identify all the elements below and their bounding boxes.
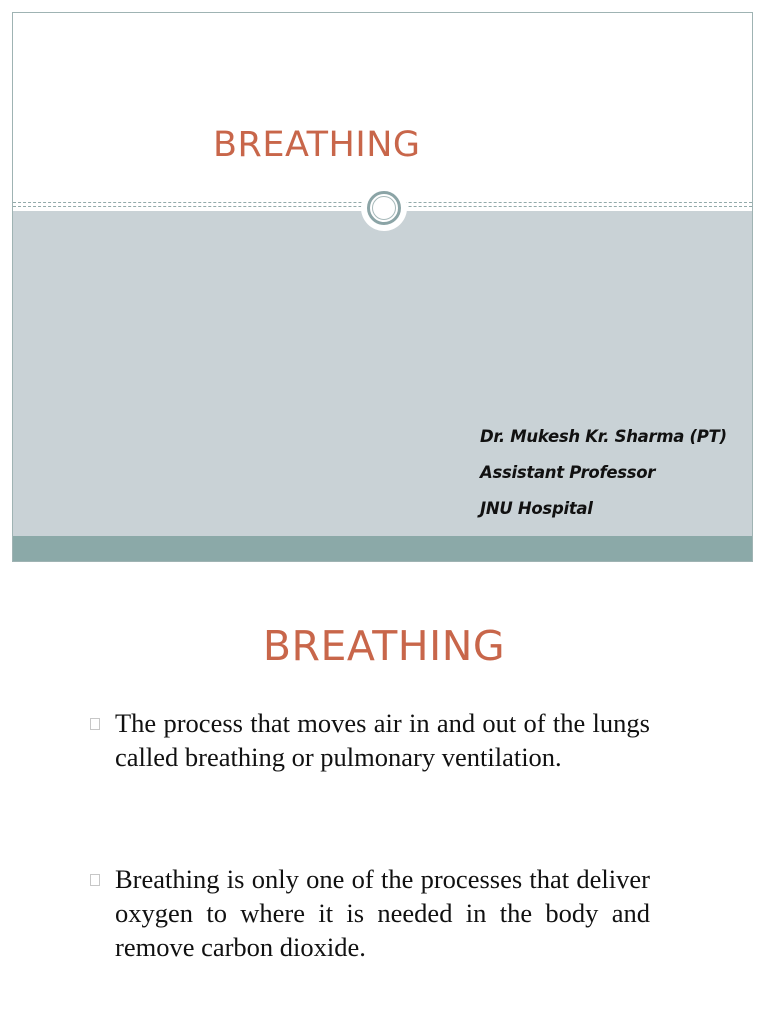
- bullet-item: [90, 706, 650, 774]
- author-name: Dr. Mukesh Kr. Sharma (PT): [480, 427, 727, 446]
- content-slide-heading: BREATHING: [262, 622, 506, 670]
- author-affiliation: JNU Hospital: [480, 499, 593, 518]
- title-slide-heading: BREATHING: [213, 125, 421, 165]
- title-slide-footer-band: [13, 536, 752, 562]
- square-bullet-icon: [90, 874, 100, 886]
- square-bullet-icon: [90, 718, 100, 730]
- bullet-text: Breathing is only one of the processes that deliver oxygen to where it is needed in the body and remove carbon dioxide.: [115, 864, 650, 962]
- title-slide-header-area: [13, 13, 752, 209]
- circle-ornament-icon: [361, 185, 407, 231]
- title-slide: [12, 12, 753, 562]
- author-position: Assistant Professor: [480, 463, 656, 482]
- bullet-item: [90, 862, 650, 964]
- bullet-text: The process that moves air in and out of the lungs called breathing or pulmonary ventilation.: [115, 708, 650, 772]
- author-block: [480, 419, 727, 527]
